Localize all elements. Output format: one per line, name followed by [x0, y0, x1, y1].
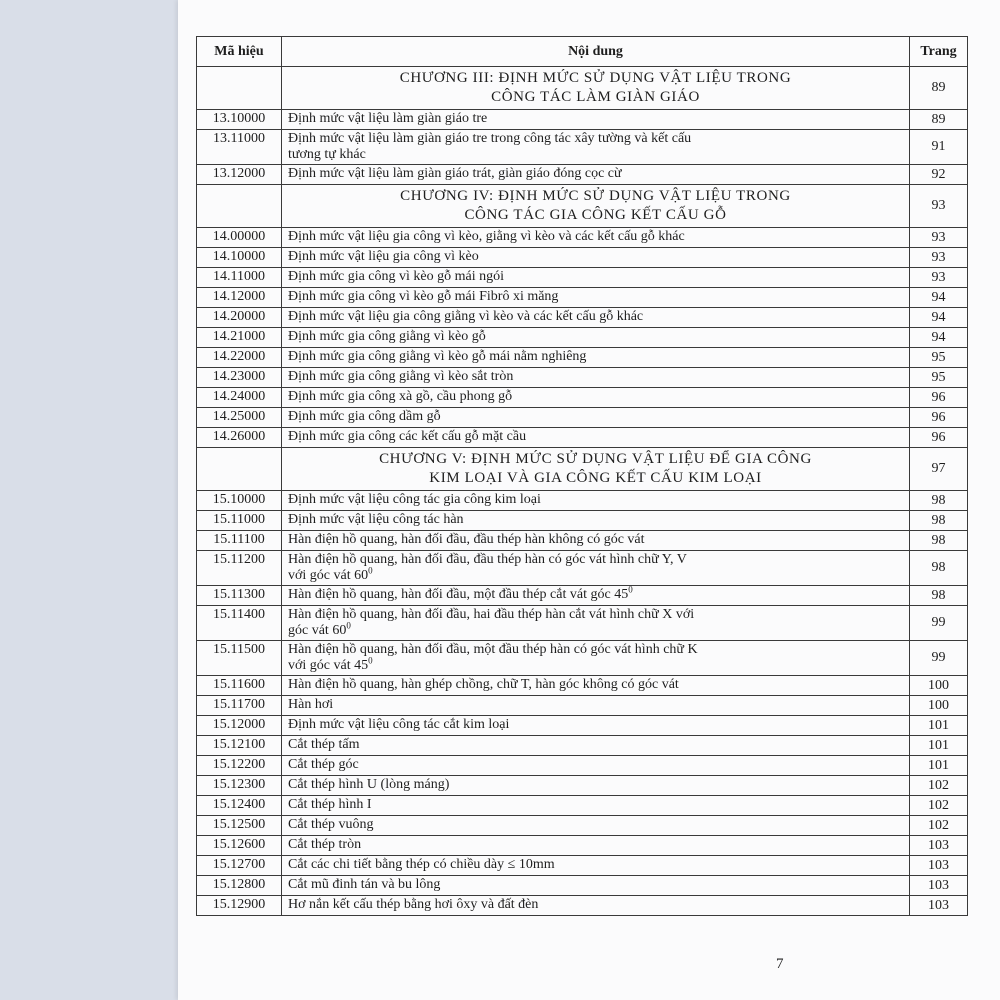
table-row	[197, 816, 968, 836]
page-ref: 103	[910, 856, 968, 876]
entry-text: Định mức gia công giằng vì kèo gỗ	[288, 329, 486, 344]
entry-content	[282, 736, 910, 756]
entry-text: Cắt mũ đinh tán và bu lông	[288, 877, 441, 892]
entry-code: 14.12000	[197, 288, 282, 308]
page-ref: 103	[910, 896, 968, 916]
table-row	[197, 551, 968, 586]
entry-text: tương tự khác	[288, 147, 366, 162]
table-row	[197, 130, 968, 165]
header-page: Trang	[910, 37, 968, 67]
entry-content-line	[288, 512, 909, 528]
entry-content-line	[288, 677, 909, 693]
page-ref: 101	[910, 736, 968, 756]
entry-code: 15.11500	[197, 641, 282, 676]
page-ref: 94	[910, 288, 968, 308]
entry-content-line	[288, 584, 909, 603]
header-content: Nội dung	[282, 37, 910, 67]
chapter-code-cell	[197, 448, 282, 491]
page-ref: 94	[910, 328, 968, 348]
entry-content	[282, 228, 910, 248]
table-row	[197, 856, 968, 876]
page-number: 7	[776, 956, 784, 972]
table-body	[197, 67, 968, 916]
chapter-title	[282, 448, 910, 491]
entry-content	[282, 756, 910, 776]
entry-code: 14.21000	[197, 328, 282, 348]
entry-code: 15.12700	[197, 856, 282, 876]
entry-content	[282, 531, 910, 551]
entry-code: 14.25000	[197, 408, 282, 428]
entry-text: Hơ nắn kết cấu thép bằng hơi ôxy và đất đèn	[288, 897, 539, 912]
entry-code: 15.12200	[197, 756, 282, 776]
entry-code: 15.12900	[197, 896, 282, 916]
entry-text: Hàn điện hồ quang, hàn đối đầu, một đầu thép hàn có góc vát hình chữ K	[288, 642, 698, 657]
entry-content	[282, 165, 910, 185]
entry-code: 14.10000	[197, 248, 282, 268]
entry-code: 15.12800	[197, 876, 282, 896]
entry-content-line	[288, 877, 909, 893]
entry-text: Cắt thép hình I	[288, 797, 372, 812]
entry-code: 15.11000	[197, 511, 282, 531]
page-ref: 99	[910, 606, 968, 641]
chapter-title	[282, 67, 910, 110]
table-row	[197, 110, 968, 130]
entry-content	[282, 586, 910, 606]
entry-text: Định mức vật liệu gia công vì kèo, giằng vì kèo và các kết cấu gỗ khác	[288, 229, 685, 244]
table-header-row	[197, 37, 968, 67]
entry-content-line	[288, 777, 909, 793]
page-ref: 89	[910, 67, 968, 110]
page-ref: 93	[910, 185, 968, 228]
page-ref: 98	[910, 491, 968, 511]
entry-code: 15.12400	[197, 796, 282, 816]
entry-content-line	[288, 409, 909, 425]
entry-text: Hàn điện hồ quang, hàn ghép chồng, chữ T, hàn góc không có góc vát	[288, 677, 679, 692]
page-ref: 93	[910, 268, 968, 288]
entry-text: Định mức gia công giằng vì kèo sắt tròn	[288, 369, 514, 384]
document-page	[178, 0, 1000, 1000]
entry-code: 15.11100	[197, 531, 282, 551]
entry-code: 14.26000	[197, 428, 282, 448]
entry-content	[282, 248, 910, 268]
entry-text: Định mức vật liệu làm giàn giáo tre trong công tác xây tường và kết cấu	[288, 131, 692, 146]
degree-superscript: 0	[368, 565, 373, 576]
table-row	[197, 896, 968, 916]
entry-code: 15.12600	[197, 836, 282, 856]
header-code: Mã hiệu	[197, 37, 282, 67]
entry-content	[282, 796, 910, 816]
entry-code: 14.11000	[197, 268, 282, 288]
entry-content	[282, 551, 910, 586]
chapter-title-line: CÔNG TÁC GIA CÔNG KẾT CẤU GỖ	[464, 207, 727, 223]
page-ref: 92	[910, 165, 968, 185]
entry-text: Cắt thép vuông	[288, 817, 374, 832]
page-ref: 98	[910, 586, 968, 606]
entry-text: Cắt thép góc	[288, 757, 359, 772]
entry-content-line	[288, 565, 909, 584]
entry-content	[282, 836, 910, 856]
entry-content	[282, 408, 910, 428]
entry-content-line	[288, 289, 909, 305]
entry-code: 14.00000	[197, 228, 282, 248]
table-row	[197, 268, 968, 288]
entry-code: 14.23000	[197, 368, 282, 388]
table-row	[197, 165, 968, 185]
entry-content-line	[288, 697, 909, 713]
page-ref: 98	[910, 511, 968, 531]
entry-content	[282, 816, 910, 836]
table-row	[197, 606, 968, 641]
entry-content-line	[288, 642, 909, 658]
table-row	[197, 248, 968, 268]
table-row	[197, 531, 968, 551]
entry-text: Hàn hơi	[288, 697, 334, 712]
entry-content	[282, 328, 910, 348]
page-ref: 95	[910, 348, 968, 368]
page-ref: 98	[910, 551, 968, 586]
entry-text: Định mức gia công vì kèo gỗ mái ngói	[288, 269, 504, 284]
degree-superscript: 0	[346, 620, 351, 631]
entry-code: 13.10000	[197, 110, 282, 130]
table-row	[197, 756, 968, 776]
chapter-title-line: KIM LOẠI VÀ GIA CÔNG KẾT CẤU KIM LOẠI	[429, 470, 762, 486]
entry-content	[282, 896, 910, 916]
chapter-title	[282, 185, 910, 228]
table-row	[197, 716, 968, 736]
entry-content-line	[288, 532, 909, 548]
entry-content-line	[288, 817, 909, 833]
table-row	[197, 641, 968, 676]
page-ref: 97	[910, 448, 968, 491]
entry-content	[282, 676, 910, 696]
chapter-title-line: CHƯƠNG III: ĐỊNH MỨC SỬ DỤNG VẬT LIỆU TRONG	[399, 70, 792, 86]
entry-code: 13.12000	[197, 165, 282, 185]
entry-content-line	[288, 369, 909, 385]
entry-content	[282, 511, 910, 531]
entry-content	[282, 348, 910, 368]
table-row	[197, 511, 968, 531]
entry-content	[282, 388, 910, 408]
entry-code: 15.11600	[197, 676, 282, 696]
entry-content-line	[288, 429, 909, 445]
entry-content-line	[288, 857, 909, 873]
table-row	[197, 348, 968, 368]
table-row	[197, 876, 968, 896]
chapter-code-cell	[197, 67, 282, 110]
entry-text: Cắt thép tròn	[288, 837, 362, 852]
entry-code: 15.12500	[197, 816, 282, 836]
entry-content-line	[288, 797, 909, 813]
entry-content	[282, 776, 910, 796]
entry-content	[282, 110, 910, 130]
entry-text: Định mức vật liệu công tác gia công kim loại	[288, 492, 541, 507]
entry-content-line	[288, 897, 909, 913]
entry-text: Định mức vật liệu làm giàn giáo tre	[288, 111, 488, 126]
entry-content	[282, 288, 910, 308]
entry-content	[282, 130, 910, 165]
entry-text: Định mức gia công dầm gỗ	[288, 409, 441, 424]
entry-content-line	[288, 229, 909, 245]
entry-code: 15.11700	[197, 696, 282, 716]
page-ref: 96	[910, 388, 968, 408]
page-ref: 102	[910, 796, 968, 816]
table-row	[197, 328, 968, 348]
entry-content-line	[288, 111, 909, 127]
entry-content-line	[288, 249, 909, 265]
page-ref: 94	[910, 308, 968, 328]
entry-text: Cắt thép tấm	[288, 737, 360, 752]
entry-text: Định mức vật liệu làm giàn giáo trát, giàn giáo đóng cọc cừ	[288, 166, 622, 181]
chapter-code-cell	[197, 185, 282, 228]
entry-text: Định mức vật liệu gia công vì kèo	[288, 249, 479, 264]
table-row	[197, 776, 968, 796]
entry-content-line	[288, 837, 909, 853]
page-ref: 89	[910, 110, 968, 130]
table-row	[197, 368, 968, 388]
table-row	[197, 428, 968, 448]
entry-code: 13.11000	[197, 130, 282, 165]
table-row	[197, 676, 968, 696]
page-ref: 91	[910, 130, 968, 165]
page-ref: 103	[910, 836, 968, 856]
degree-superscript: 0	[368, 655, 373, 666]
entry-text: góc vát 60	[288, 623, 347, 638]
page-ref: 96	[910, 408, 968, 428]
entry-text: Định mức vật liệu gia công giằng vì kèo và các kết cấu gỗ khác	[288, 309, 644, 324]
entry-text: Hàn điện hồ quang, hàn đối đầu, đầu thép hàn không có góc vát	[288, 532, 645, 547]
entry-content-line	[288, 309, 909, 325]
entry-code: 14.24000	[197, 388, 282, 408]
entry-code: 15.12100	[197, 736, 282, 756]
chapter-title-line: CHƯƠNG V: ĐỊNH MỨC SỬ DỤNG VẬT LIỆU ĐỂ GIA CÔNG	[379, 451, 812, 467]
entry-content	[282, 696, 910, 716]
page-ref: 99	[910, 641, 968, 676]
entry-content-line	[288, 620, 909, 639]
entry-code: 15.11400	[197, 606, 282, 641]
table-row	[197, 491, 968, 511]
entry-content	[282, 428, 910, 448]
page-ref: 93	[910, 248, 968, 268]
entry-content	[282, 606, 910, 641]
chapter-row	[197, 67, 968, 110]
entry-code: 15.11300	[197, 586, 282, 606]
entry-text: Hàn điện hồ quang, hàn đối đầu, đầu thép hàn có góc vát hình chữ Y, V	[288, 552, 687, 567]
table-row	[197, 308, 968, 328]
entry-text: với góc vát 45	[288, 658, 369, 673]
page-ref: 103	[910, 876, 968, 896]
entry-text: Định mức gia công các kết cấu gỗ mặt cầu	[288, 429, 527, 444]
page-ref: 95	[910, 368, 968, 388]
chapter-row	[197, 185, 968, 228]
entry-content-line	[288, 389, 909, 405]
page-ref: 96	[910, 428, 968, 448]
entry-text: Định mức vật liệu công tác cắt kim loại	[288, 717, 510, 732]
entry-content-line	[288, 166, 909, 182]
entry-content-line	[288, 607, 909, 623]
page-ref: 100	[910, 676, 968, 696]
entry-content-line	[288, 655, 909, 674]
page-ref: 93	[910, 228, 968, 248]
table-row	[197, 836, 968, 856]
entry-content-line	[288, 737, 909, 753]
chapter-row	[197, 448, 968, 491]
entry-text: Cắt thép hình U (lòng máng)	[288, 777, 450, 792]
entry-text: Định mức gia công giằng vì kèo gỗ mái nằm nghiêng	[288, 349, 587, 364]
entry-content	[282, 308, 910, 328]
table-row	[197, 228, 968, 248]
entry-code: 15.11200	[197, 551, 282, 586]
entry-text: với góc vát 60	[288, 568, 369, 583]
entry-content	[282, 641, 910, 676]
entry-content-line	[288, 757, 909, 773]
page-ref: 101	[910, 716, 968, 736]
entry-content-line	[288, 492, 909, 508]
entry-text: Cắt các chi tiết bằng thép có chiều dày ≤ 10mm	[288, 857, 555, 872]
entry-content	[282, 491, 910, 511]
entry-code: 14.22000	[197, 348, 282, 368]
table-row	[197, 408, 968, 428]
entry-text: Hàn điện hồ quang, hàn đối đầu, một đầu thép cắt vát góc 45	[288, 587, 629, 602]
degree-superscript: 0	[628, 584, 633, 595]
table-row	[197, 696, 968, 716]
entry-code: 15.10000	[197, 491, 282, 511]
table-row	[197, 796, 968, 816]
entry-code: 14.20000	[197, 308, 282, 328]
entry-content-line	[288, 131, 909, 147]
table-row	[197, 288, 968, 308]
page-ref: 98	[910, 531, 968, 551]
entry-content-line	[288, 349, 909, 365]
entry-content	[282, 268, 910, 288]
entry-content	[282, 876, 910, 896]
table-row	[197, 388, 968, 408]
entry-content-line	[288, 717, 909, 733]
page-ref: 102	[910, 816, 968, 836]
page-ref: 101	[910, 756, 968, 776]
entry-content-line	[288, 147, 909, 163]
entry-content-line	[288, 269, 909, 285]
chapter-title-line: CÔNG TÁC LÀM GIÀN GIÁO	[491, 89, 700, 105]
entry-text: Định mức vật liệu công tác hàn	[288, 512, 464, 527]
entry-code: 15.12000	[197, 716, 282, 736]
entry-content	[282, 716, 910, 736]
entry-text: Định mức gia công vì kèo gỗ mái Fibrô xi măng	[288, 289, 559, 304]
entry-content-line	[288, 329, 909, 345]
entry-text: Định mức gia công xà gồ, cầu phong gỗ	[288, 389, 513, 404]
page-ref: 102	[910, 776, 968, 796]
entry-code: 15.12300	[197, 776, 282, 796]
entry-text: Hàn điện hồ quang, hàn đối đầu, hai đầu thép hàn cắt vát hình chữ X với	[288, 607, 695, 622]
page-ref: 100	[910, 696, 968, 716]
table-of-contents	[196, 36, 968, 916]
table-row	[197, 586, 968, 606]
entry-content	[282, 368, 910, 388]
chapter-title-line: CHƯƠNG IV: ĐỊNH MỨC SỬ DỤNG VẬT LIỆU TRONG	[400, 188, 791, 204]
table-row	[197, 736, 968, 756]
entry-content-line	[288, 552, 909, 568]
entry-content	[282, 856, 910, 876]
